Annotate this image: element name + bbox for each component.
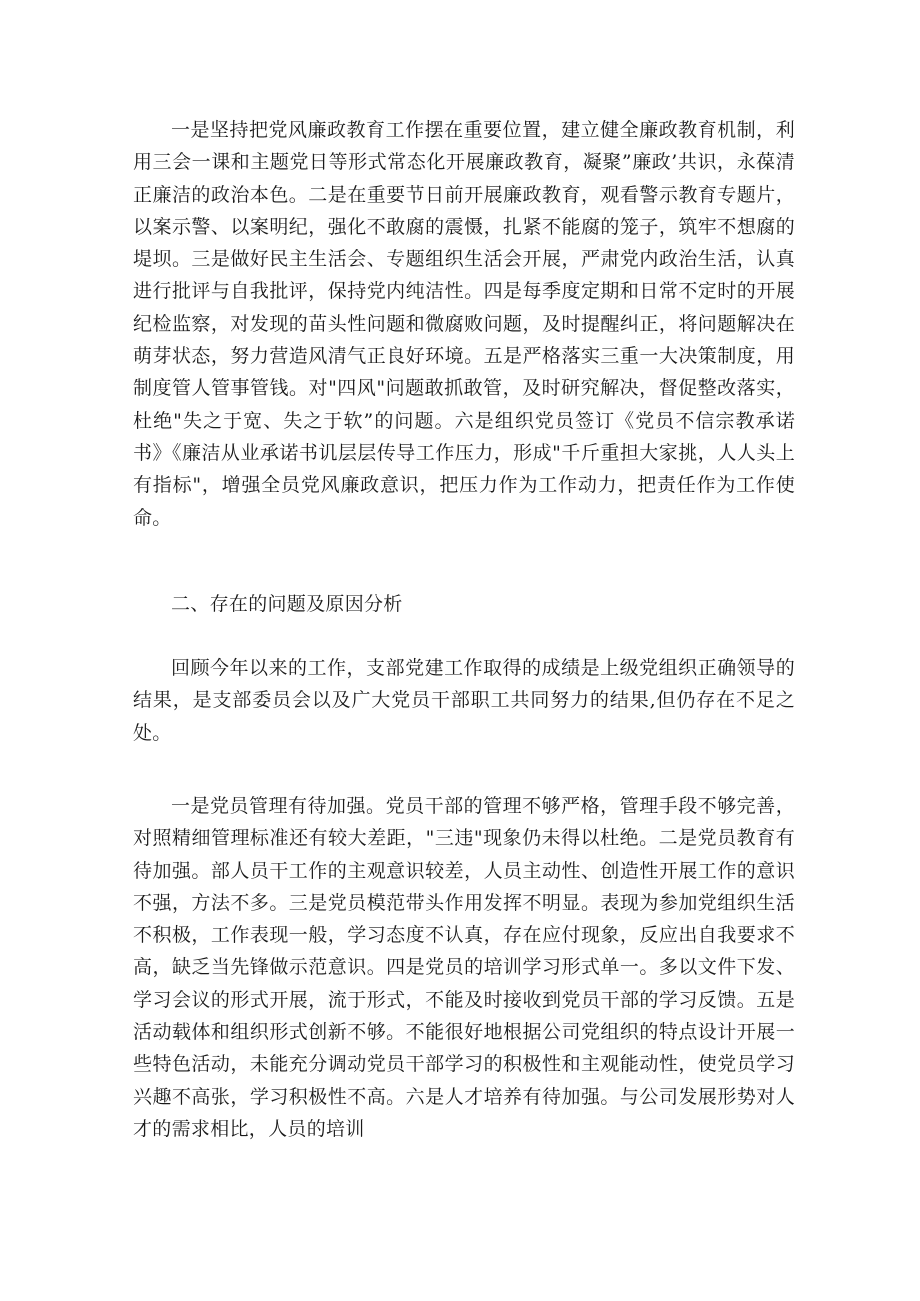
paragraph-discipline-education: 一是坚持把党风廉政教育工作摆在重要位置，建立健全廉政教育机制，利用三会一课和主题党日等形式常态化开展廉政教育，凝聚”廉政’共识，永葆清正廉洁的政治本色。二是在重要节日前开展廉政教育，观看警示教育专题片，以案示警、以案明纪，强化不敢腐的震慑，扎紧不能腐的笼子，筑牢不想腐的堤坝。三是做好民主生活会、专题组织生活会开展，严肃党内政治生活，认真进行批评与自我批评，保持党内纯洁性。四是每季度定期和日常不定时的开展纪检监察，对发现的苗头性问题和微腐败问题，及时提醒纠正，将问题解决在萌芽状态，努力营造风清气正良好环境。五是严格落实三重一大决策制度，用制度管人管事管钱。对"四风"问题敢抓敢管，及时研究解决，督促整改落实，杜绝"失之于宽、失之于软”的问题。六是组织党员签订《党员不信宗教承诺书》《廉洁从业承诺书讥层层传导工作压力，形成"千斤重担大家挑，人人头上有指标"，增强全员党风廉政意识，把压力作为工作动力，把责任作为工作使命。 xyxy=(133,119,795,529)
paragraph-review: 回顾今年以来的工作，支部党建工作取得的成绩是上级党组织正确领导的结果，是支部委员会以及广大党员干部职工共同努力的结果,但仍存在不足之处。 xyxy=(133,657,795,744)
section-heading-problems: 二、存在的问题及原因分析 xyxy=(171,593,403,615)
paragraph-problems-list: 一是党员管理有待加强。党员干部的管理不够严格，管理手段不够完善，对照精细管理标准还有较大差距，"三违"现象仍未得以杜绝。二是党员教育有待加强。部人员干工作的主观意识较差，人员主动性、创造性开展工作的意识不强，方法不多。三是党员模范带头作用发挥不明显。表现为参加党组织生活不积极，工作表现一般，学习态度不认真，存在应付现象，反应出自我要求不高，缺乏当先锋做示范意识。四是党员的培训学习形式单一。多以文件下发、学习会议的形式开展，流于形式，不能及时接收到党员干部的学习反馈。五是活动载体和组织形式创新不够。不能很好地根据公司党组织的特点设计开展一些特色活动，未能充分调动党员干部学习的积极性和主观能动性，使党员学习兴趣不高张，学习积极性不高。六是人才培养有待加强。与公司发展形势对人才的需求相比，人员的培训 xyxy=(133,795,795,1140)
